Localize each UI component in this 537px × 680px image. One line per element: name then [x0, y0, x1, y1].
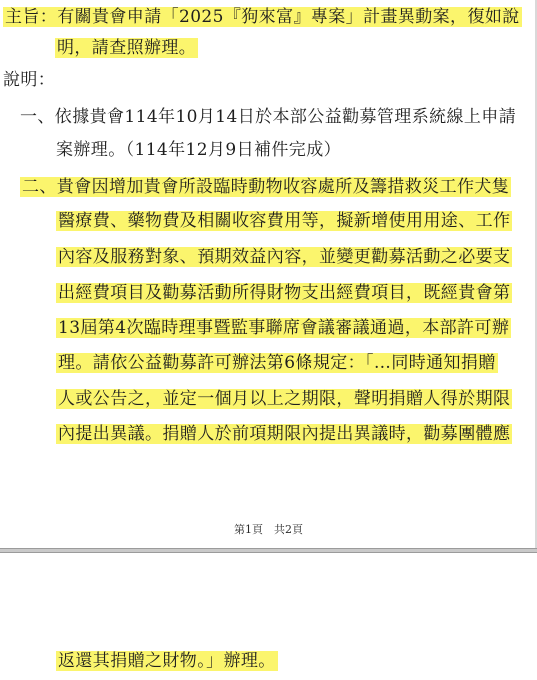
highlight: 醫療費、藥物費及相關收容費用等，擬新增使用用途、工作	[58, 211, 511, 231]
item2-line-5	[56, 318, 511, 338]
highlight: 內容及服務對象、預期效益內容，並變更勸募活動之必要支	[58, 247, 511, 267]
subject-line-2	[55, 38, 198, 58]
highlight: 內提出異議。捐贈人於前項期限內提出異議時，勸募團體應	[58, 424, 511, 444]
item1-line-1: 一、依據貴會114年10月14日於本部公益勸募管理系統線上申請	[20, 107, 517, 127]
subject-line-1	[3, 7, 522, 27]
highlight: 主旨：有關貴會申請「2025『狗來富』專案」計畫異動案，復如說	[5, 7, 520, 27]
item2-line-7	[56, 389, 512, 409]
highlight: 出經費項目及勸募活動所得財物支出經費項目，既經貴會第	[58, 283, 511, 303]
page2-line-1	[56, 651, 278, 671]
item2-line-8	[56, 424, 512, 444]
highlight: 13屆第4次臨時理事暨監事聯席會議審議通過，本部許可辦	[58, 318, 510, 338]
explanation-heading: 說明：	[3, 70, 56, 90]
item1-line-2: 案辦理。（114年12月9日補件完成）	[56, 140, 341, 160]
document-page-2	[0, 553, 537, 680]
highlight: 理。請依公益勸募許可辦法第6條規定：「…同時通知捐贈	[58, 353, 496, 373]
highlight: 明，請查照辦理。	[57, 38, 197, 58]
item2-line-4	[56, 283, 512, 303]
item2-line-3	[56, 247, 512, 267]
item2-line-1	[20, 177, 511, 197]
item2-line-2	[56, 211, 512, 231]
highlight: 返還其捐贈之財物。」辦理。	[58, 651, 276, 671]
page-number-footer: 第1頁 共2頁	[234, 523, 303, 536]
item2-line-6	[56, 353, 498, 373]
highlight: 二、貴會因增加貴會所設臨時動物收容處所及籌措救災工作犬隻	[22, 177, 510, 197]
highlight: 人或公告之，並定一個月以上之期限，聲明捐贈人得於期限	[58, 389, 511, 409]
